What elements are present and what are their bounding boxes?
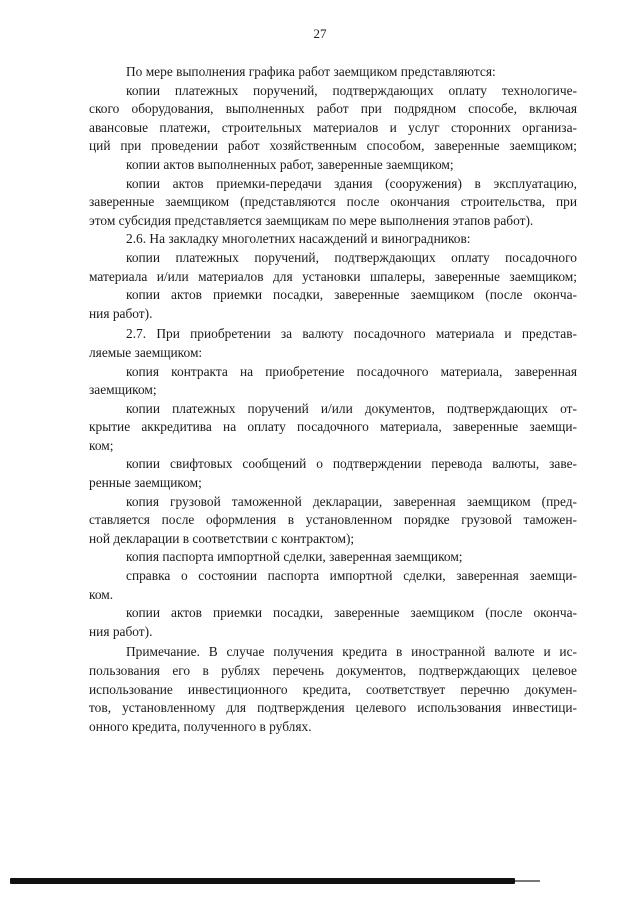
text-line: 2.7. При приобретении за валюту посадочного материала и представ- [126,326,577,342]
text-line: авансовые платежи, строительных материалов и услуг сторонних организа- [89,119,577,135]
text-line: ренные заемщиком; [89,475,202,491]
text-line: копия контракта на приобретение посадочного материала, заверенная [126,363,577,379]
text-line: пользования его в рублях перечень документов, подтверждающих целевое [89,663,577,678]
text-line: копии актов приемки посадки, заверенные заемщиком (после оконча- [126,287,577,303]
text-line: Примечание. В случае получения кредита в иностранной валюте и ис- [126,644,577,660]
text-line: крытие аккредитива на оплату посадочного материала, заверенные заемщи- [89,419,577,435]
text-line: 2.6. На закладку многолетних насаждений и виноградников: [126,231,471,247]
document-body [89,63,577,736]
text-line: копии платежных поручений, подтверждающих оплату посадочного [126,249,577,265]
text-line: тов, установленному для подтверждения целевого использования инвестици- [89,700,577,716]
text-line: ком; [89,437,114,453]
text-line: ций при проведении работ хозяйственным способом, заверенные заемщиком; [89,138,577,154]
text-line: копии актов приемки посадки, заверенные заемщиком (после оконча- [126,605,577,621]
text-line: справка о состоянии паспорта импортной сделки, заверенная заемщи- [126,568,577,584]
text-line: ком. [89,586,114,602]
text-line: копия паспорта импортной сделки, заверенная заемщиком; [126,549,463,565]
text-line: копии свифтовых сообщений о подтверждении перевода валюты, заве- [126,456,577,472]
text-line: ния работ). [89,623,153,639]
text-line: ского оборудования, выполненных работ при подрядном способе, включая [89,101,577,117]
text-line: ной декларации в соответствии с контрактом); [89,530,355,546]
page-number: 27 [313,26,327,41]
text-line: копии платежных поручений, подтверждающих оплату технологиче- [126,82,577,98]
text-line: По мере выполнения графика работ заемщиком представляются: [126,64,496,79]
text-line: материала и/или материалов для установки шпалеры, заверенные заемщиком; [89,268,577,284]
text-line: заверенные заемщиком (представляются после окончания строительства, при [89,194,577,210]
text-line: копии актов выполненных работ, заверенные заемщиком; [126,156,454,172]
text-line: копия грузовой таможенной декларации, заверенная заемщиком (пред- [126,493,577,509]
text-line: онного кредита, полученного в рублях. [89,718,312,734]
text-line: ляемые заемщиком: [89,344,203,360]
text-line: копии платежных поручений и/или документов, подтверждающих от- [126,400,577,416]
text-line: ставляется после оформления в установленном порядке грузовой таможен- [89,512,577,528]
text-line: этом субсидия представляется заемщикам по мере выполнения этапов работ). [89,212,534,228]
text-line: ния работ). [89,305,153,321]
scan-edge-bar-tail [515,880,540,882]
text-line: заемщиком; [89,382,157,398]
text-line: копии актов приемки-передачи здания (сооружения) в эксплуатацию, [126,175,577,191]
scan-edge-bar [10,878,515,884]
text-line: использование инвестиционного кредита, соответствует перечню докумен- [89,681,577,697]
